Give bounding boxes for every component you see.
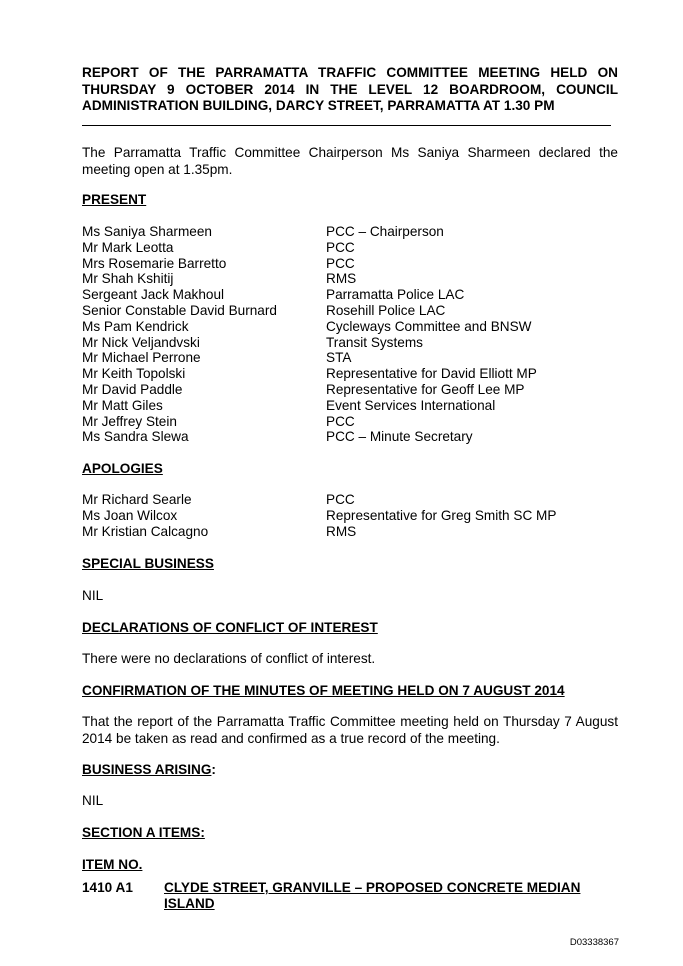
attendee-name: Mr Richard Searle (82, 492, 192, 507)
attendee-name: Ms Sandra Slewa (82, 429, 189, 445)
business-arising-text: NIL (82, 793, 104, 808)
attendee-organisation: Transit Systems (326, 334, 423, 350)
attendee-row (82, 287, 622, 303)
attendee-row (82, 350, 622, 366)
attendee-row (82, 224, 622, 240)
attendee-row (82, 414, 622, 430)
attendee-organisation: Cycleways Committee and BNSW (326, 318, 532, 334)
attendee-organisation: Representative for Greg Smith SC MP (326, 507, 557, 523)
attendee-name: Mr Shah Kshitij (82, 271, 174, 287)
attendee-name: Sergeant Jack Makhoul (82, 287, 225, 303)
attendee-row (82, 303, 622, 319)
attendee-row (82, 492, 622, 508)
attendee-row (82, 508, 622, 524)
attendee-organisation: RMS (326, 271, 357, 287)
attendee-organisation: Representative for Geoff Lee MP (326, 381, 525, 397)
attendee-organisation: PCC (326, 239, 355, 255)
special-business-heading: SPECIAL BUSINESS (82, 556, 214, 571)
document-id: D03338367 (569, 937, 619, 948)
declarations-text: There were no declarations of conflict of interest. (82, 651, 376, 666)
item-code: 1410 A1 (82, 880, 133, 895)
attendee-name: Mr Jeffrey Stein (82, 413, 177, 429)
declarations-heading: DECLARATIONS OF CONFLICT OF INTEREST (82, 620, 378, 635)
attendee-organisation: STA (326, 350, 352, 366)
attendee-organisation: PCC – Chairperson (326, 224, 444, 239)
attendee-name: Mrs Rosemarie Barretto (82, 255, 227, 271)
attendee-name: Mr Kristian Calcagno (82, 523, 209, 539)
title-divider (82, 125, 611, 126)
present-list (82, 224, 622, 445)
item-no-heading: ITEM NO. (82, 857, 143, 872)
attendee-organisation: Rosehill Police LAC (326, 302, 446, 318)
attendee-organisation: Parramatta Police LAC (326, 287, 465, 303)
attendee-row (82, 335, 622, 351)
attendee-organisation: Representative for David Elliott MP (326, 366, 537, 382)
attendee-row (82, 240, 622, 256)
attendee-row (82, 256, 622, 272)
confirmation-heading: CONFIRMATION OF THE MINUTES OF MEETING HELD ON 7 AUGUST 2014 (82, 683, 565, 698)
present-heading: PRESENT (82, 192, 147, 207)
attendee-organisation: Event Services International (326, 397, 496, 413)
attendee-row (82, 319, 622, 335)
special-business-text: NIL (82, 588, 104, 603)
apologies-list (82, 492, 622, 539)
confirmation-text: That the report of the Parramatta Traffic Committee meeting held on Thursday 7 August 2014 be taken as read and confirmed as a true record of the meeting. (82, 714, 618, 746)
attendee-name: Mr David Paddle (82, 381, 183, 397)
attendee-name: Senior Constable David Burnard (82, 302, 277, 318)
business-arising-label: BUSINESS ARISING (82, 762, 212, 777)
item-title: CLYDE STREET, GRANVILLE – PROPOSED CONCRETE MEDIAN ISLAND (164, 880, 581, 911)
attendee-name: Mr Nick Veljandvski (82, 334, 200, 350)
business-arising-colon: : (211, 762, 216, 777)
attendee-row (82, 429, 622, 445)
attendee-row (82, 382, 622, 398)
business-arising-heading (82, 762, 216, 777)
attendee-row (82, 271, 622, 287)
apologies-heading: APOLOGIES (82, 461, 163, 476)
attendee-organisation: RMS (326, 523, 357, 539)
attendee-row (82, 398, 622, 414)
attendee-name: Mr Mark Leotta (82, 239, 174, 255)
report-title: REPORT OF THE PARRAMATTA TRAFFIC COMMITTEE MEETING HELD ON THURSDAY 9 OCTOBER 2014 IN THE LEVEL 12 BOARDROOM, COUNCIL ADMINISTRATION BUILDING, DARCY STREET, PARRAMATTA AT 1.30 PM (82, 65, 618, 113)
attendee-name: Ms Saniya Sharmeen (82, 224, 212, 239)
attendee-name: Ms Joan Wilcox (82, 507, 178, 523)
attendee-organisation: PCC (326, 413, 355, 429)
attendee-row (82, 366, 622, 382)
attendee-name: Ms Pam Kendrick (82, 318, 189, 334)
attendee-name: Mr Michael Perrone (82, 350, 201, 366)
attendee-row (82, 524, 622, 540)
attendee-organisation: PCC (326, 492, 355, 507)
attendee-organisation: PCC (326, 255, 355, 271)
opening-paragraph: The Parramatta Traffic Committee Chairperson Ms Saniya Sharmeen declared the meeting open at 1.35pm. (82, 145, 618, 177)
attendee-organisation: PCC – Minute Secretary (326, 429, 473, 445)
attendee-name: Mr Matt Giles (82, 397, 163, 413)
section-a-heading: SECTION A ITEMS: (82, 825, 205, 840)
attendee-name: Mr Keith Topolski (82, 366, 186, 382)
